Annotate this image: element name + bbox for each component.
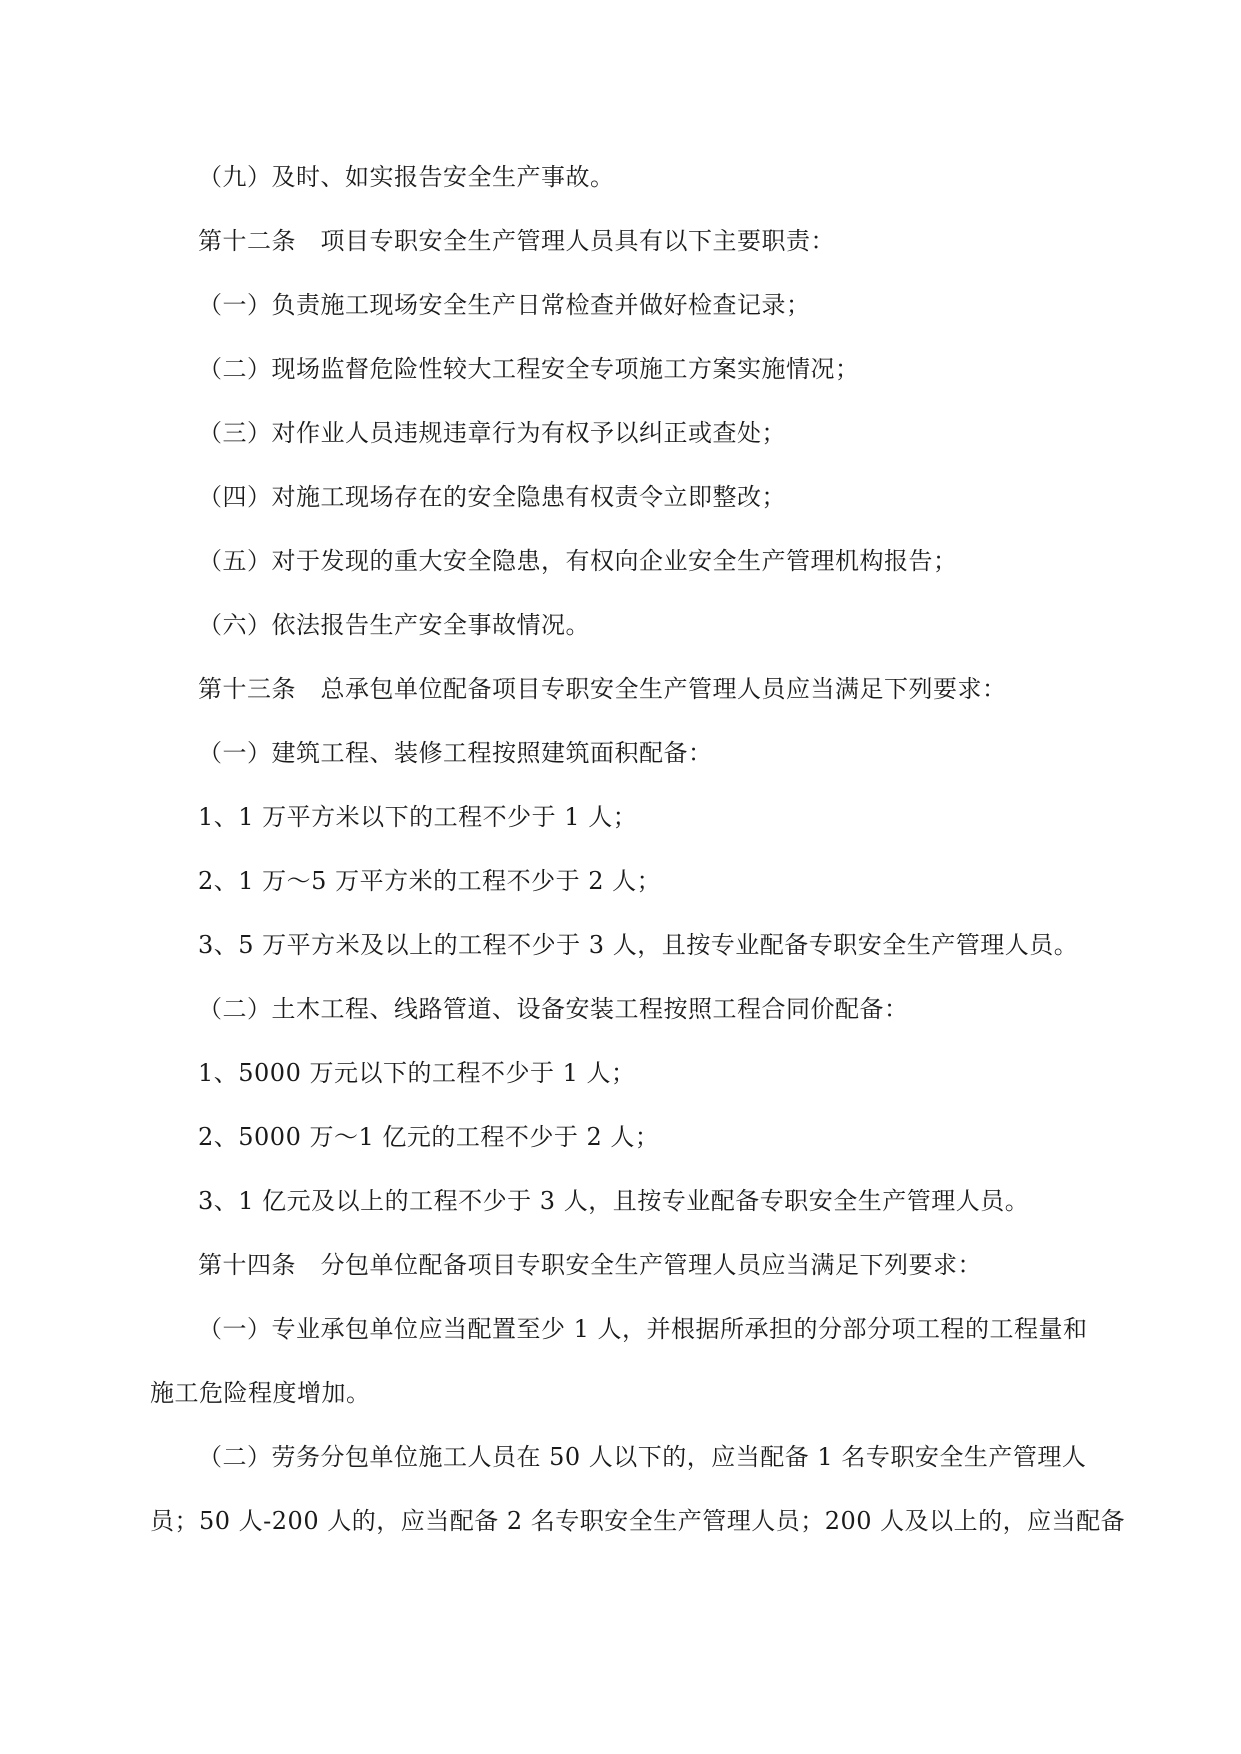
article-twelve-item-3: （三）对作业人员违规违章行为有权予以纠正或查处； bbox=[198, 419, 786, 447]
article-thirteen-item-2-sub-2: 2、5000 万～1 亿元的工程不少于 2 人； bbox=[198, 1123, 660, 1151]
article-twelve-item-2: （二）现场监督危险性较大工程安全专项施工方案实施情况； bbox=[198, 355, 860, 383]
article-twelve-item-4: （四）对施工现场存在的安全隐患有权责令立即整改； bbox=[198, 483, 786, 511]
article-thirteen-item-1-sub-1: 1、1 万平方米以下的工程不少于 1 人； bbox=[198, 803, 638, 831]
article-thirteen-item-2-sub-3: 3、1 亿元及以上的工程不少于 3 人，且按专业配备专职安全生产管理人员。 bbox=[198, 1187, 1030, 1215]
article-fourteen-item-2-line-2: 员；50 人-200 人的，应当配备 2 名专职安全生产管理人员；200 人及以上的，应当配备 bbox=[150, 1507, 1126, 1535]
article-twelve-item-1: （一）负责施工现场安全生产日常检查并做好检查记录； bbox=[198, 291, 811, 319]
article-twelve-item-5: （五）对于发现的重大安全隐患，有权向企业安全生产管理机构报告； bbox=[198, 547, 958, 575]
article-twelve-item-6: （六）依法报告生产安全事故情况。 bbox=[198, 611, 590, 639]
article-thirteen-heading: 第十三条 总承包单位配备项目专职安全生产管理人员应当满足下列要求： bbox=[198, 675, 1007, 703]
article-fourteen-item-1-line-2: 施工危险程度增加。 bbox=[150, 1379, 371, 1407]
article-fourteen-heading: 第十四条 分包单位配备项目专职安全生产管理人员应当满足下列要求： bbox=[198, 1251, 982, 1279]
article-twelve-heading: 第十二条 项目专职安全生产管理人员具有以下主要职责： bbox=[198, 227, 835, 255]
item-nine: （九）及时、如实报告安全生产事故。 bbox=[198, 163, 615, 191]
article-fourteen-item-2-line-1: （二）劳务分包单位施工人员在 50 人以下的，应当配备 1 名专职安全生产管理人 bbox=[198, 1443, 1087, 1471]
article-thirteen-item-1: （一）建筑工程、装修工程按照建筑面积配备： bbox=[198, 739, 713, 767]
article-fourteen-item-1-line-1: （一）专业承包单位应当配置至少 1 人，并根据所承担的分部分项工程的工程量和 bbox=[198, 1315, 1088, 1343]
article-thirteen-item-2: （二）土木工程、线路管道、设备安装工程按照工程合同价配备： bbox=[198, 995, 909, 1023]
article-thirteen-item-1-sub-2: 2、1 万～5 万平方米的工程不少于 2 人； bbox=[198, 867, 662, 895]
article-thirteen-item-2-sub-1: 1、5000 万元以下的工程不少于 1 人； bbox=[198, 1059, 636, 1087]
article-thirteen-item-1-sub-3: 3、5 万平方米及以上的工程不少于 3 人，且按专业配备专职安全生产管理人员。 bbox=[198, 931, 1079, 959]
